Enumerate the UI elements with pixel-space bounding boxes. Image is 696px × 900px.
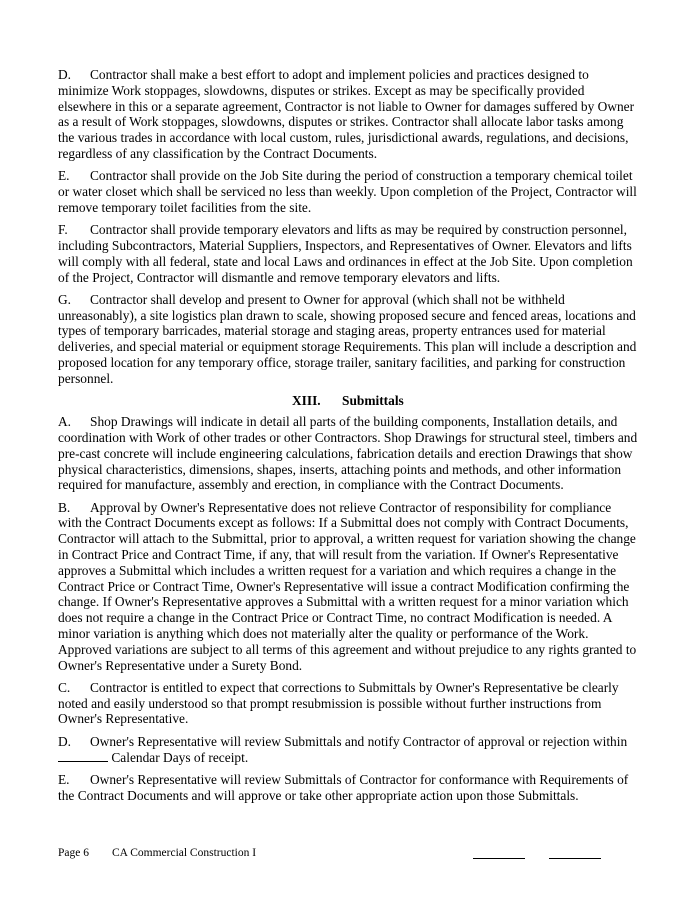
paragraph-letter: G. <box>58 291 72 307</box>
paragraph-letter: F. <box>58 222 68 238</box>
days-blank-line <box>58 750 108 762</box>
paragraph-letter: E. <box>58 168 70 184</box>
paragraph-text: Contractor is entitled to expect that corrections to Submittals by Owner's Representative be clearly noted and easily understood so that prompt resubmission is possible without further instructions from Owner's Representative. <box>58 679 619 727</box>
paragraph-text: Approval by Owner's Representative does not relieve Contractor of responsibility for compliance with the Contract Documents except as follows: If a Submittal does not comply with Contract Documents, Contractor will attach to the Submittal, prior to approval, a written request for variation showing the change in Contract Price and Contract Time, if any, that will result from the variation. If Owner's Representative approves a Submittal which includes a written request for a variation and which requires a change in the Contract Price or Contract Time, Owner's Representative will issue a contract Modification confirming the change. If Owner's Representative approves a Submittal with a written request for a minor variation which does not require a change in the Contract Price or Contract Time, no contract Modification is needed. A minor variation is anything which does not materially alter the quality or performance of the Work. Approved variations are subject to all terms of this agreement and without prejudice to any rights granted to Owner's Representative under a Surety Bond. <box>58 499 637 673</box>
paragraph-letter: A. <box>58 414 72 430</box>
paragraph-text: Owner's Representative will review Submittals of Contractor for conformance with Requirements of the Contract Documents and will approve or take other appropriate action upon those Submittals. <box>58 771 629 803</box>
paragraph-letter: D. <box>58 67 72 82</box>
paragraph-e <box>58 168 638 215</box>
submittals-paragraph-d <box>58 734 638 766</box>
paragraph-text: Shop Drawings will indicate in detail all parts of the building components, Installation details, and coordination with Work of other trades or other Contractors. Shop Drawings for structural steel, timbers and pre-cast concrete will include engineering calculations, fabrication details and erection Drawings that show physical characteristics, dimensions, shapes, inserts, attaching points and methods, and other information required for manufacture, assembly and erection, in compliance with the Contract Documents. <box>58 414 638 493</box>
paragraph-letter: E. <box>58 771 70 787</box>
paragraph-letter: C. <box>58 679 71 695</box>
submittals-paragraph-e <box>58 772 638 804</box>
section-title: Submittals <box>342 393 404 409</box>
footer-document-title: CA Commercial Construction I <box>112 847 257 859</box>
paragraph-text: Contractor shall make a best effort to adopt and implement policies and practices designed to minimize Work stoppages, slowdowns, disputes or strikes. Except as may be specifically provided elsewhere in this or a separate agreement, Contractor is not liable to Owner for damages suffered by Owner as a result of Work stoppages, slowdowns, disputes or strikes. Contractor shall allocate labor tasks among the various trades in accordance with local custom, rules, jurisdictional awards, regulations, and decisions, regardless of any classification by the Contract Documents. <box>58 67 635 161</box>
submittals-paragraph-b <box>58 500 638 674</box>
page-footer <box>58 847 638 867</box>
paragraph-d <box>58 67 638 162</box>
paragraph-letter: B. <box>58 499 71 515</box>
paragraph-text-end: Calendar Days of receipt. <box>111 749 249 765</box>
paragraph-text: Contractor shall provide temporary elevators and lifts as may be required by construction personnel, including Subcontractors, Material Suppliers, Inspectors, and Representatives of Owner. Elevators and lifts will comply with all federal, state and local Laws and ordinances in effect at the Job Site. Upon completion of the Project, Contractor will dismantle and remove temporary elevators and lifts. <box>58 222 633 285</box>
paragraph-text: Contractor shall provide on the Job Site during the period of construction a temporary chemical toilet or water closet which shall be serviced no less than weekly. Upon completion of the Project, Contractor will remove temporary toilet facilities from the site. <box>58 168 637 215</box>
submittals-paragraph-a <box>58 414 638 493</box>
paragraph-text: Contractor shall develop and present to Owner for approval (which shall not be withheld unreasonably), a site logistics plan drawn to scale, showing proposed secure and fenced areas, locations and types of temporary barricades, material storage and staging areas, property entrances used for material deliveries, and special material or equipment storage Requirements. This plan will include a description and proposed location for any temporary office, storage trailer, sanitary facilities, and parking for construction personnel. <box>58 291 637 386</box>
paragraph-letter: D. <box>58 733 72 749</box>
paragraph-f <box>58 222 638 285</box>
page-number: Page 6 <box>58 847 89 859</box>
paragraph-text-start: Owner's Representative will review Submittals and notify Contractor of approval or rejection within <box>90 733 628 749</box>
initials-line-2 <box>549 858 601 859</box>
initials-line-1 <box>473 858 525 859</box>
section-heading <box>58 393 638 409</box>
paragraph-g <box>58 292 638 387</box>
section-number: XIII. <box>292 393 321 409</box>
submittals-paragraph-c <box>58 680 638 727</box>
